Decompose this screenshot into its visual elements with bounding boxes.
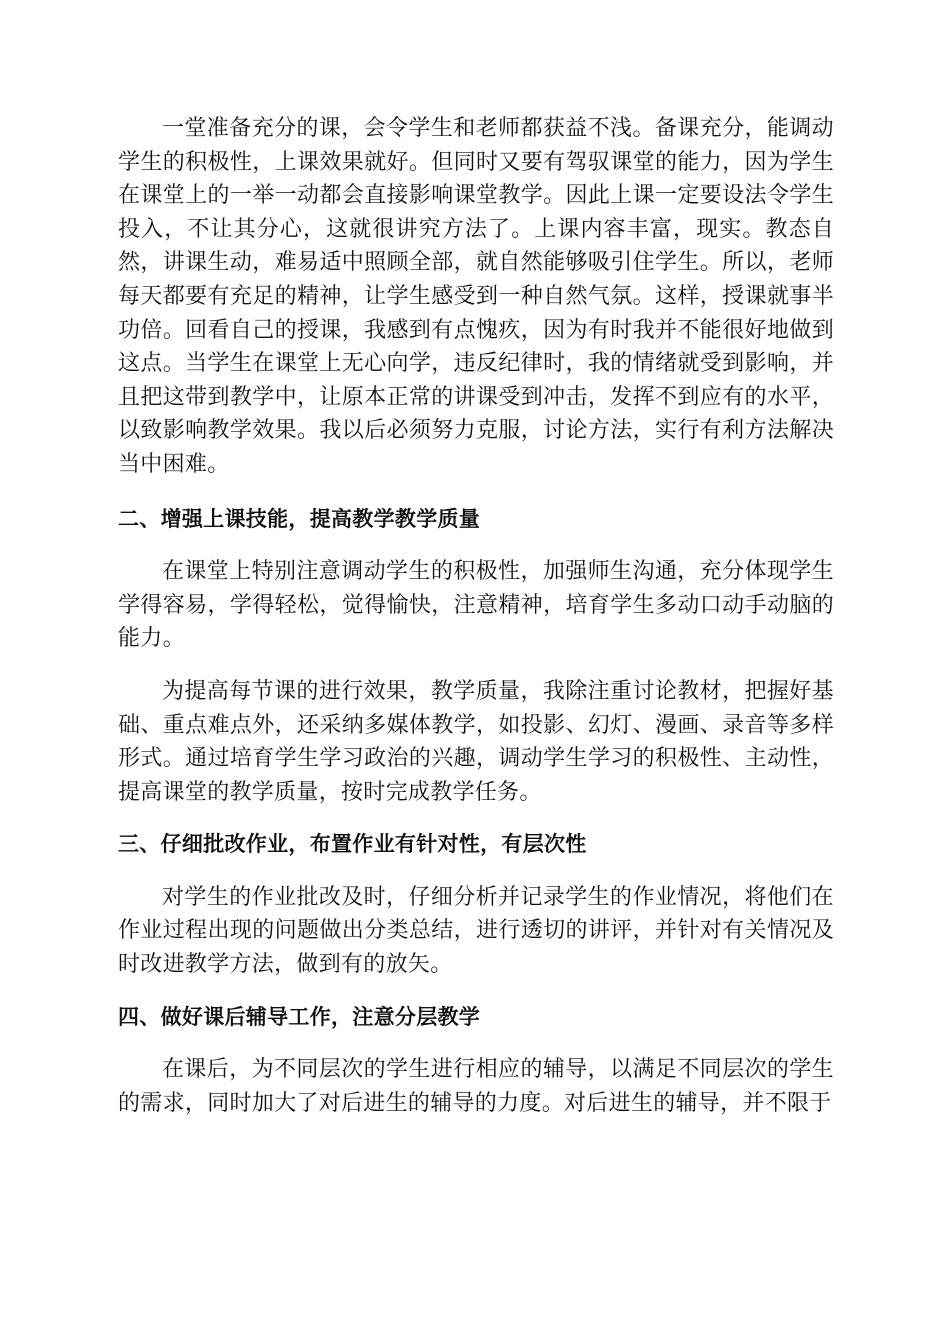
body-paragraph: 为提高每节课的进行效果，教学质量，我除注重讨论教材，把握好基础、重点难点外，还采纳多媒体教学，如投影、幻灯、漫画、录音等多样形式。通过培育学生学习政治的兴趣，调动学生学习的积极性、主动性，提高课堂的教学质量，按时完成教学任务。 bbox=[118, 678, 834, 805]
body-paragraph: 在课后，为不同层次的学生进行相应的辅导，以满足不同层次的学生的需求，同时加大了对后进生的辅导的力度。对后进生的辅导，并不限于 bbox=[118, 1057, 834, 1116]
section-heading: 二、增强上课技能，提高教学教学质量 bbox=[118, 506, 481, 531]
body-paragraph: 对学生的作业批改及时，仔细分析并记录学生的作业情况，将他们在作业过程出现的问题做出分类总结，进行透切的讲评，并针对有关情况及时改进教学方法，做到有的放矢。 bbox=[118, 884, 834, 978]
section-heading: 三、仔细批改作业，布置作业有针对性，有层次性 bbox=[118, 832, 587, 857]
section-heading: 四、做好课后辅导工作，注意分层教学 bbox=[118, 1004, 481, 1029]
document-page bbox=[118, 112, 834, 1120]
body-paragraph: 一堂准备充分的课，会令学生和老师都获益不浅。备课充分，能调动学生的积极性，上课效果就好。但同时又要有驾驭课堂的能力，因为学生在课堂上的一举一动都会直接影响课堂教学。因此上课一定要设法令学生投入，不让其分心，这就很讲究方法了。上课内容丰富，现实。教态自然，讲课生动，难易适中照顾全部，就自然能够吸引住学生。所以，老师每天都要有充足的精神，让学生感受到一种自然气氛。这样，授课就事半功倍。回看自己的授课，我感到有点愧疚，因为有时我并不能很好地做到这点。当学生在课堂上无心向学，违反纪律时，我的情绪就受到影响，并且把这带到教学中，让原本正常的讲课受到冲击，发挥不到应有的水平，以致影响教学效果。我以后必须努力克服，讨论方法，实行有利方法解决当中困难。 bbox=[118, 116, 834, 477]
body-paragraph: 在课堂上特别注意调动学生的积极性，加强师生沟通，充分体现学生学得容易，学得轻松，觉得愉快，注意精神，培育学生多动口动手动脑的能力。 bbox=[118, 559, 834, 652]
